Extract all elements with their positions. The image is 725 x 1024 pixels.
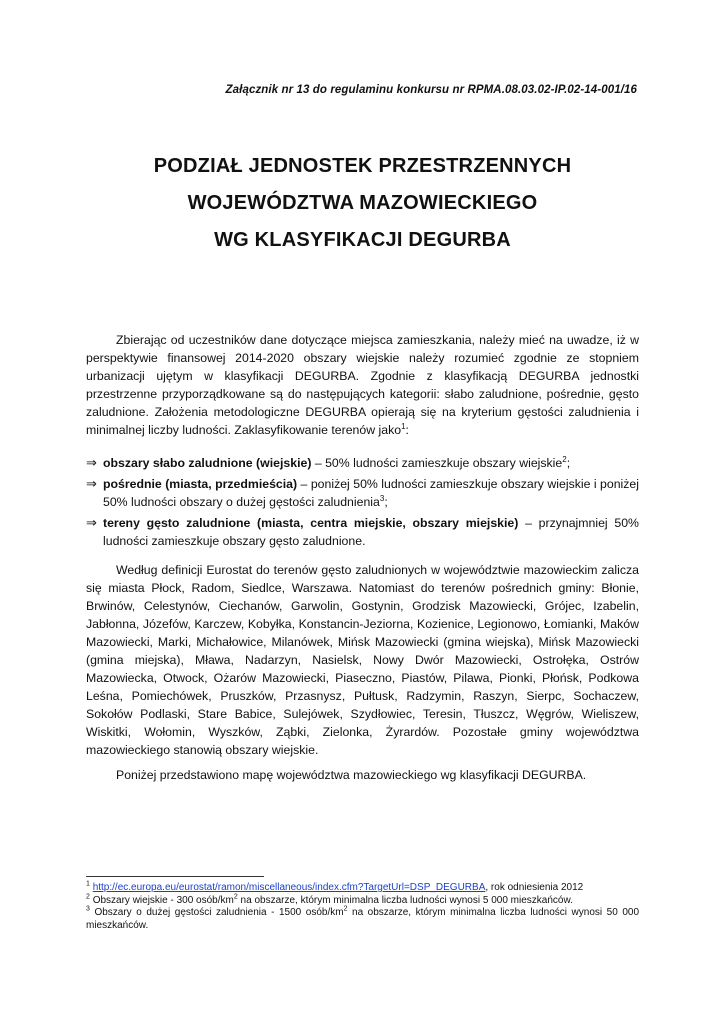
footnote-superscript: 2 [233,893,238,901]
footnote-number: 2 [86,893,90,901]
footnote-divider [86,876,264,877]
list-item-text: – przynajmniej 50% ludności zamieszkuje obszary gęsto zaludnione. [103,516,639,548]
footnote-text: , rok odniesienia 2012 [485,882,584,893]
paragraph-eurostat [86,561,639,759]
footnote-ref-2[interactable]: 2 [562,454,567,464]
title-line-2: WOJEWÓDZTWA MAZOWIECKIEGO [187,192,538,214]
arrow-icon: ⇒ [86,515,97,530]
paragraph-intro-text: Zbierając od uczestników dane dotyczące miejsca zamieszkania, należy mieć na uwadze, iż w perspektywie finansowej 2014-2020 obszary wiejskie należy rozumieć zgodnie ze stopniem urbanizacji ujętym w klasyfikacji DEGURBA. Zgodnie z klasyfikacją DEGURBA jednostki przestrzenne przyporządkowane są do następujących kategorii: słabo zaludnione, pośrednie, gęsto zaludnione. Założenia metodologiczne DEGURBA opierają się na kryterium gęstości zaludnienia i minimalnej liczby ludności. Zaklasyfikowanie terenów jako [86,333,639,437]
footnote-3 [86,907,639,932]
footnote-2 [86,895,639,908]
list-item-tail: ; [566,456,571,470]
footnote-text: na obszarze, którym minimalna liczba ludności wynosi 5 000 mieszkańców. [237,894,573,906]
eurostat-link[interactable]: http://ec.europa.eu/eurostat/ramon/miscellaneous/index.cfm?TargetUrl=DSP_DEGURBA [92,882,486,893]
title-line-3: WG KLASYFIKACJI DEGURBA [214,229,511,251]
paragraph-intro [86,331,639,439]
footnote-ref-3[interactable]: 3 [379,493,385,503]
list-item [86,514,639,550]
annex-note: Załącznik nr 13 do regulaminu konkursu nr RPMA.08.03.02-IP.02-14-001/16 [225,84,637,96]
footnote-number: 1 [86,880,90,888]
paragraph-eurostat-text: Według definicji Eurostat do terenów gęsto zaludnionych w województwie mazowieckim zalicza się miasta Płock, Radom, Siedlce, Warszawa. Natomiast do terenów pośrednich gminy: Błonie, Brwinów, Celestynów, Ciechanów, Garwolin, Gostynin, Grodzisk Mazowiecki, Grójec, Izabelin, Jabłonna, Józefów, Karczew, Kobyłka, Konstancin-Jeziorna, Kozienice, Legionowo, Łomianki, Maków Mazowiecki, Marki, Michałowice, Milanówek, Mińsk Mazowiecki (gmina wiejska), Mińsk Mazowiecki (gmina miejska), Mława, Nadarzyn, Nasielsk, Nowy Dwór Mazowiecki, Ostrołęka, Ostrów Mazowiecka, Otwock, Ożarów Mazowiecki, Piaseczno, Piastów, Pilawa, Pionki, Płońsk, Podkowa Leśna, Pomiechówek, Pruszków, Przasnysz, Pułtusk, Radzymin, Raszyn, Sierpc, Sochaczew, Sokołów Podlaski, Stare Babice, Sulejówek, Szydłowiec, Teresin, Tłuszcz, Węgrów, Wieliszew, Wiskitki, Wołomin, Wyszków, Ząbki, Zielonka, Żyrardów. Pozostałe gminy województwa mazowieckiego stanowią obszary wiejskie. [86,563,639,757]
paragraph-intro-tail: : [405,423,409,437]
paragraph-map-intro [86,766,639,784]
footnote-text: na obszarze, którym minimalna liczba ludności wynosi 50 000 mieszkańców. [86,907,640,931]
list-item-bold: tereny gęsto zaludnione (miasta, centra miejskie, obszary miejskie) [103,516,519,530]
list-item-bold: obszary słabo zaludnione (wiejskie) [103,456,312,470]
footnote-text: Obszary wiejskie - 300 osób/km [92,894,234,906]
footnote-ref-1[interactable]: 1 [401,421,406,431]
arrow-icon: ⇒ [86,476,97,491]
footnote-number: 3 [86,905,90,913]
list-item-bold: pośrednie (miasta, przedmieścia) [103,477,298,491]
category-list [86,454,639,553]
list-item [86,475,639,511]
paragraph-map-intro-text: Poniżej przedstawiono mapę województwa mazowieckiego wg klasyfikacji DEGURBA. [116,768,587,782]
footnote-text: Obszary o dużej gęstości zaludnienia - 1500 osób/km [94,907,344,918]
title-line-1: PODZIAŁ JEDNOSTEK PRZESTRZENNYCH [153,155,572,177]
footnote-1 [86,882,639,895]
list-item [86,454,639,472]
footnotes [86,882,639,932]
list-item-text: – 50% ludności zamieszkuje obszary wiejskie [311,456,563,470]
list-item-text: – poniżej 50% ludności zamieszkuje obszary wiejskie i poniżej 50% ludności obszary o dużej gęstości zaludnienia [103,477,640,509]
footnote-superscript: 2 [343,905,348,913]
document-title [60,148,665,259]
arrow-icon: ⇒ [86,455,97,470]
list-item-tail: ; [384,495,388,509]
